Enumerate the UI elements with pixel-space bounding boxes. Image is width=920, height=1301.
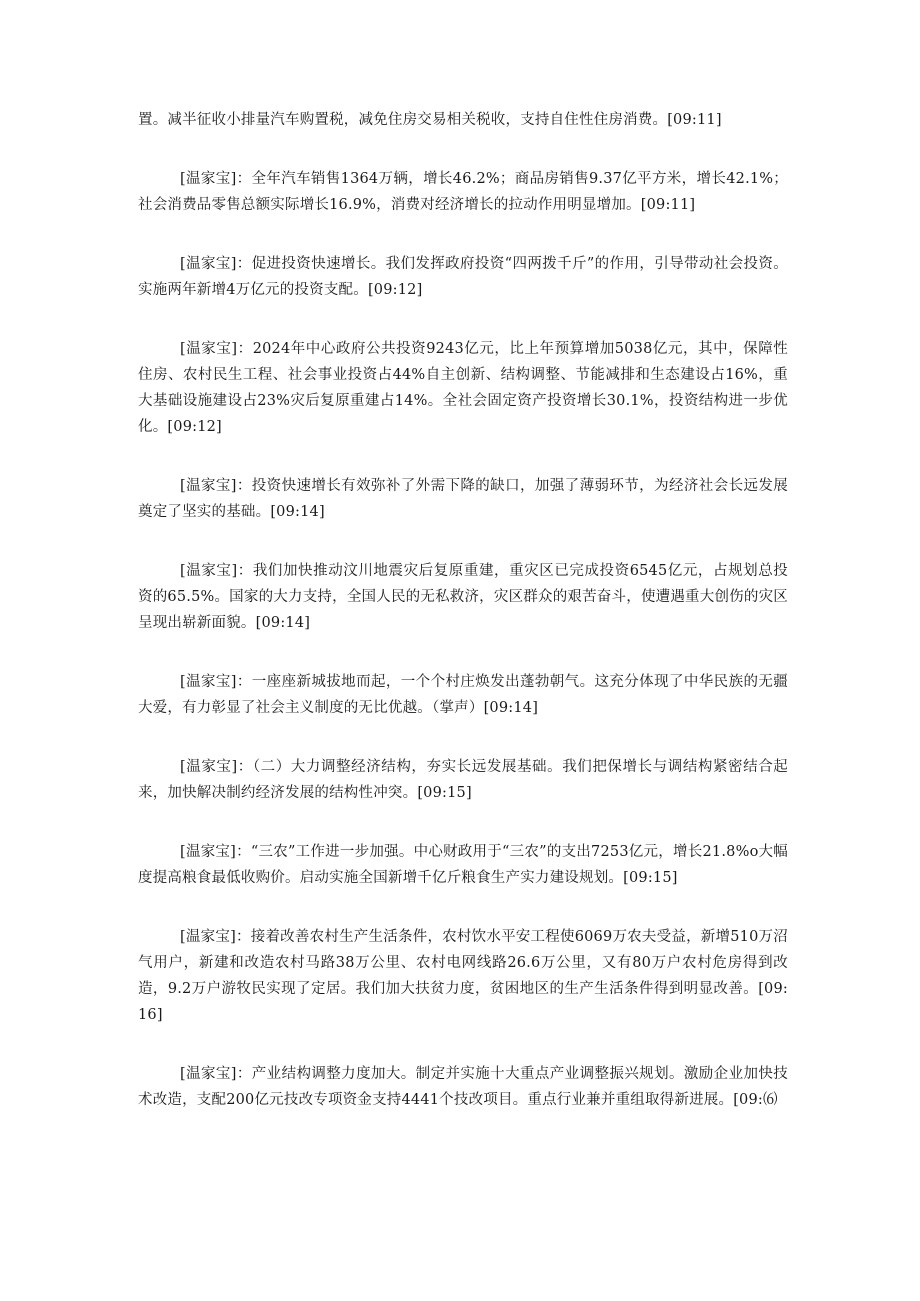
transcript-page [138, 107, 788, 1146]
timestamp: [09:12] [167, 419, 222, 435]
timestamp: [09:15] [417, 785, 472, 801]
timestamp: [09:15] [623, 870, 678, 886]
transcript-paragraph [138, 473, 788, 525]
paragraph-text: ：促进投资快速增长。我们发挥政府投资“四两拨千斤”的作用，引导带动社会投资。实施两年新增4万亿元的投资支配。 [138, 256, 788, 298]
transcript-paragraph [138, 107, 788, 133]
timestamp: [09:12] [367, 282, 423, 298]
transcript-paragraph [138, 1061, 788, 1113]
speaker-label: [温家宝] [180, 759, 238, 775]
paragraph-text: ：投资快速增长有效弥补了外需下降的缺口，加强了薄弱环节，为经济社会长远发展奠定了坚实的基础。 [138, 478, 788, 520]
transcript-paragraph [138, 754, 788, 806]
paragraph-text: ：（二）大力调整经济结构，夯实长远发展基础。我们把保增长与调结构紧密结合起来，加快解决制约经济发展的结构性冲突。 [138, 759, 788, 801]
speaker-label: [温家宝] [180, 674, 237, 690]
paragraph-text: ：一座座新城拔地而起，一个个村庄焕发出蓬勃朝气。这充分体现了中华民族的无疆大爱，有力彰显了社会主义制度的无比优越。（掌声） [138, 674, 788, 716]
paragraph-text: ：接着改善农村生产生活条件，农村饮水平安工程使6069万农夫受益，新增510万沼气用户，新建和改造农村马路38万公里、农村电网线路26.6万公里，又有80万户农村危房得到改造，9.2万户游牧民实现了定居。我们加大扶贫力度，贫困地区的生产生活条件得到明显改善。 [138, 929, 788, 997]
timestamp: [09:⑹ [733, 1092, 778, 1108]
speaker-label: [温家宝] [180, 256, 237, 272]
paragraph-text: ：全年汽车销售1364万辆，增长46.2%；商品房销售9.37亿平方米，增长42.1%；社会消费品零售总额实际增长16.9%，消费对经济增长的拉动作用明显增加。 [138, 171, 788, 213]
timestamp: [09:11] [667, 112, 722, 128]
timestamp: [09:14] [483, 700, 539, 716]
paragraph-text: 置。减半征收小排量汽车购置税，减免住房交易相关税收，支持自住性住房消费。 [138, 112, 668, 128]
speaker-label: [温家宝] [180, 171, 237, 187]
timestamp: [09:14] [270, 504, 325, 520]
transcript-paragraph [138, 924, 788, 1028]
speaker-label: [温家宝] [180, 844, 237, 860]
timestamp: [09:14] [255, 615, 311, 631]
speaker-label: [温家宝] [180, 929, 236, 945]
timestamp: [09:11] [640, 197, 696, 213]
speaker-label: [温家宝] [180, 341, 238, 357]
paragraph-text: ：我们加快推动汶川地震灾后复原重建，重灾区已完成投资6545亿元，占规划总投资的65.5%。国家的大力支持，全国人民的无私救济，灾区群众的艰苦奋斗，使遭遇重大创伤的灾区呈现出崭新面貌。 [138, 563, 788, 631]
timestamp: [09:16] [138, 981, 788, 1023]
paragraph-text: ：“三农”工作进一步加强。中心财政用于“三农”的支出7253亿元，增长21.8%o大幅度提高粮食最低收购价。启动实施全国新增千亿斤粮食生产实力建设规划。 [138, 844, 788, 886]
transcript-paragraph [138, 166, 788, 218]
transcript-paragraph [138, 336, 788, 440]
paragraph-text: ：产业结构调整力度加大。制定并实施十大重点产业调整振兴规划。激励企业加快技术改造，支配200亿元技改专项资金支持4441个技改项目。重点行业兼并重组取得新进展。 [138, 1066, 788, 1108]
transcript-paragraph [138, 839, 788, 891]
transcript-paragraph [138, 558, 788, 636]
speaker-label: [温家宝] [180, 563, 238, 579]
speaker-label: [温家宝] [180, 478, 237, 494]
transcript-paragraph [138, 669, 788, 721]
paragraph-text: ：2024年中心政府公共投资9243亿元，比上年预算增加5038亿元，其中，保障性住房、农村民生工程、社会事业投资占44%自主创新、结构调整、节能减排和生态建设占16%，重大基础设施建设占23%灾后复原重建占14%。全社会固定资产投资增长30.1%，投资结构进一步优化。 [138, 341, 788, 435]
speaker-label: [温家宝] [180, 1066, 237, 1082]
transcript-paragraph [138, 251, 788, 303]
